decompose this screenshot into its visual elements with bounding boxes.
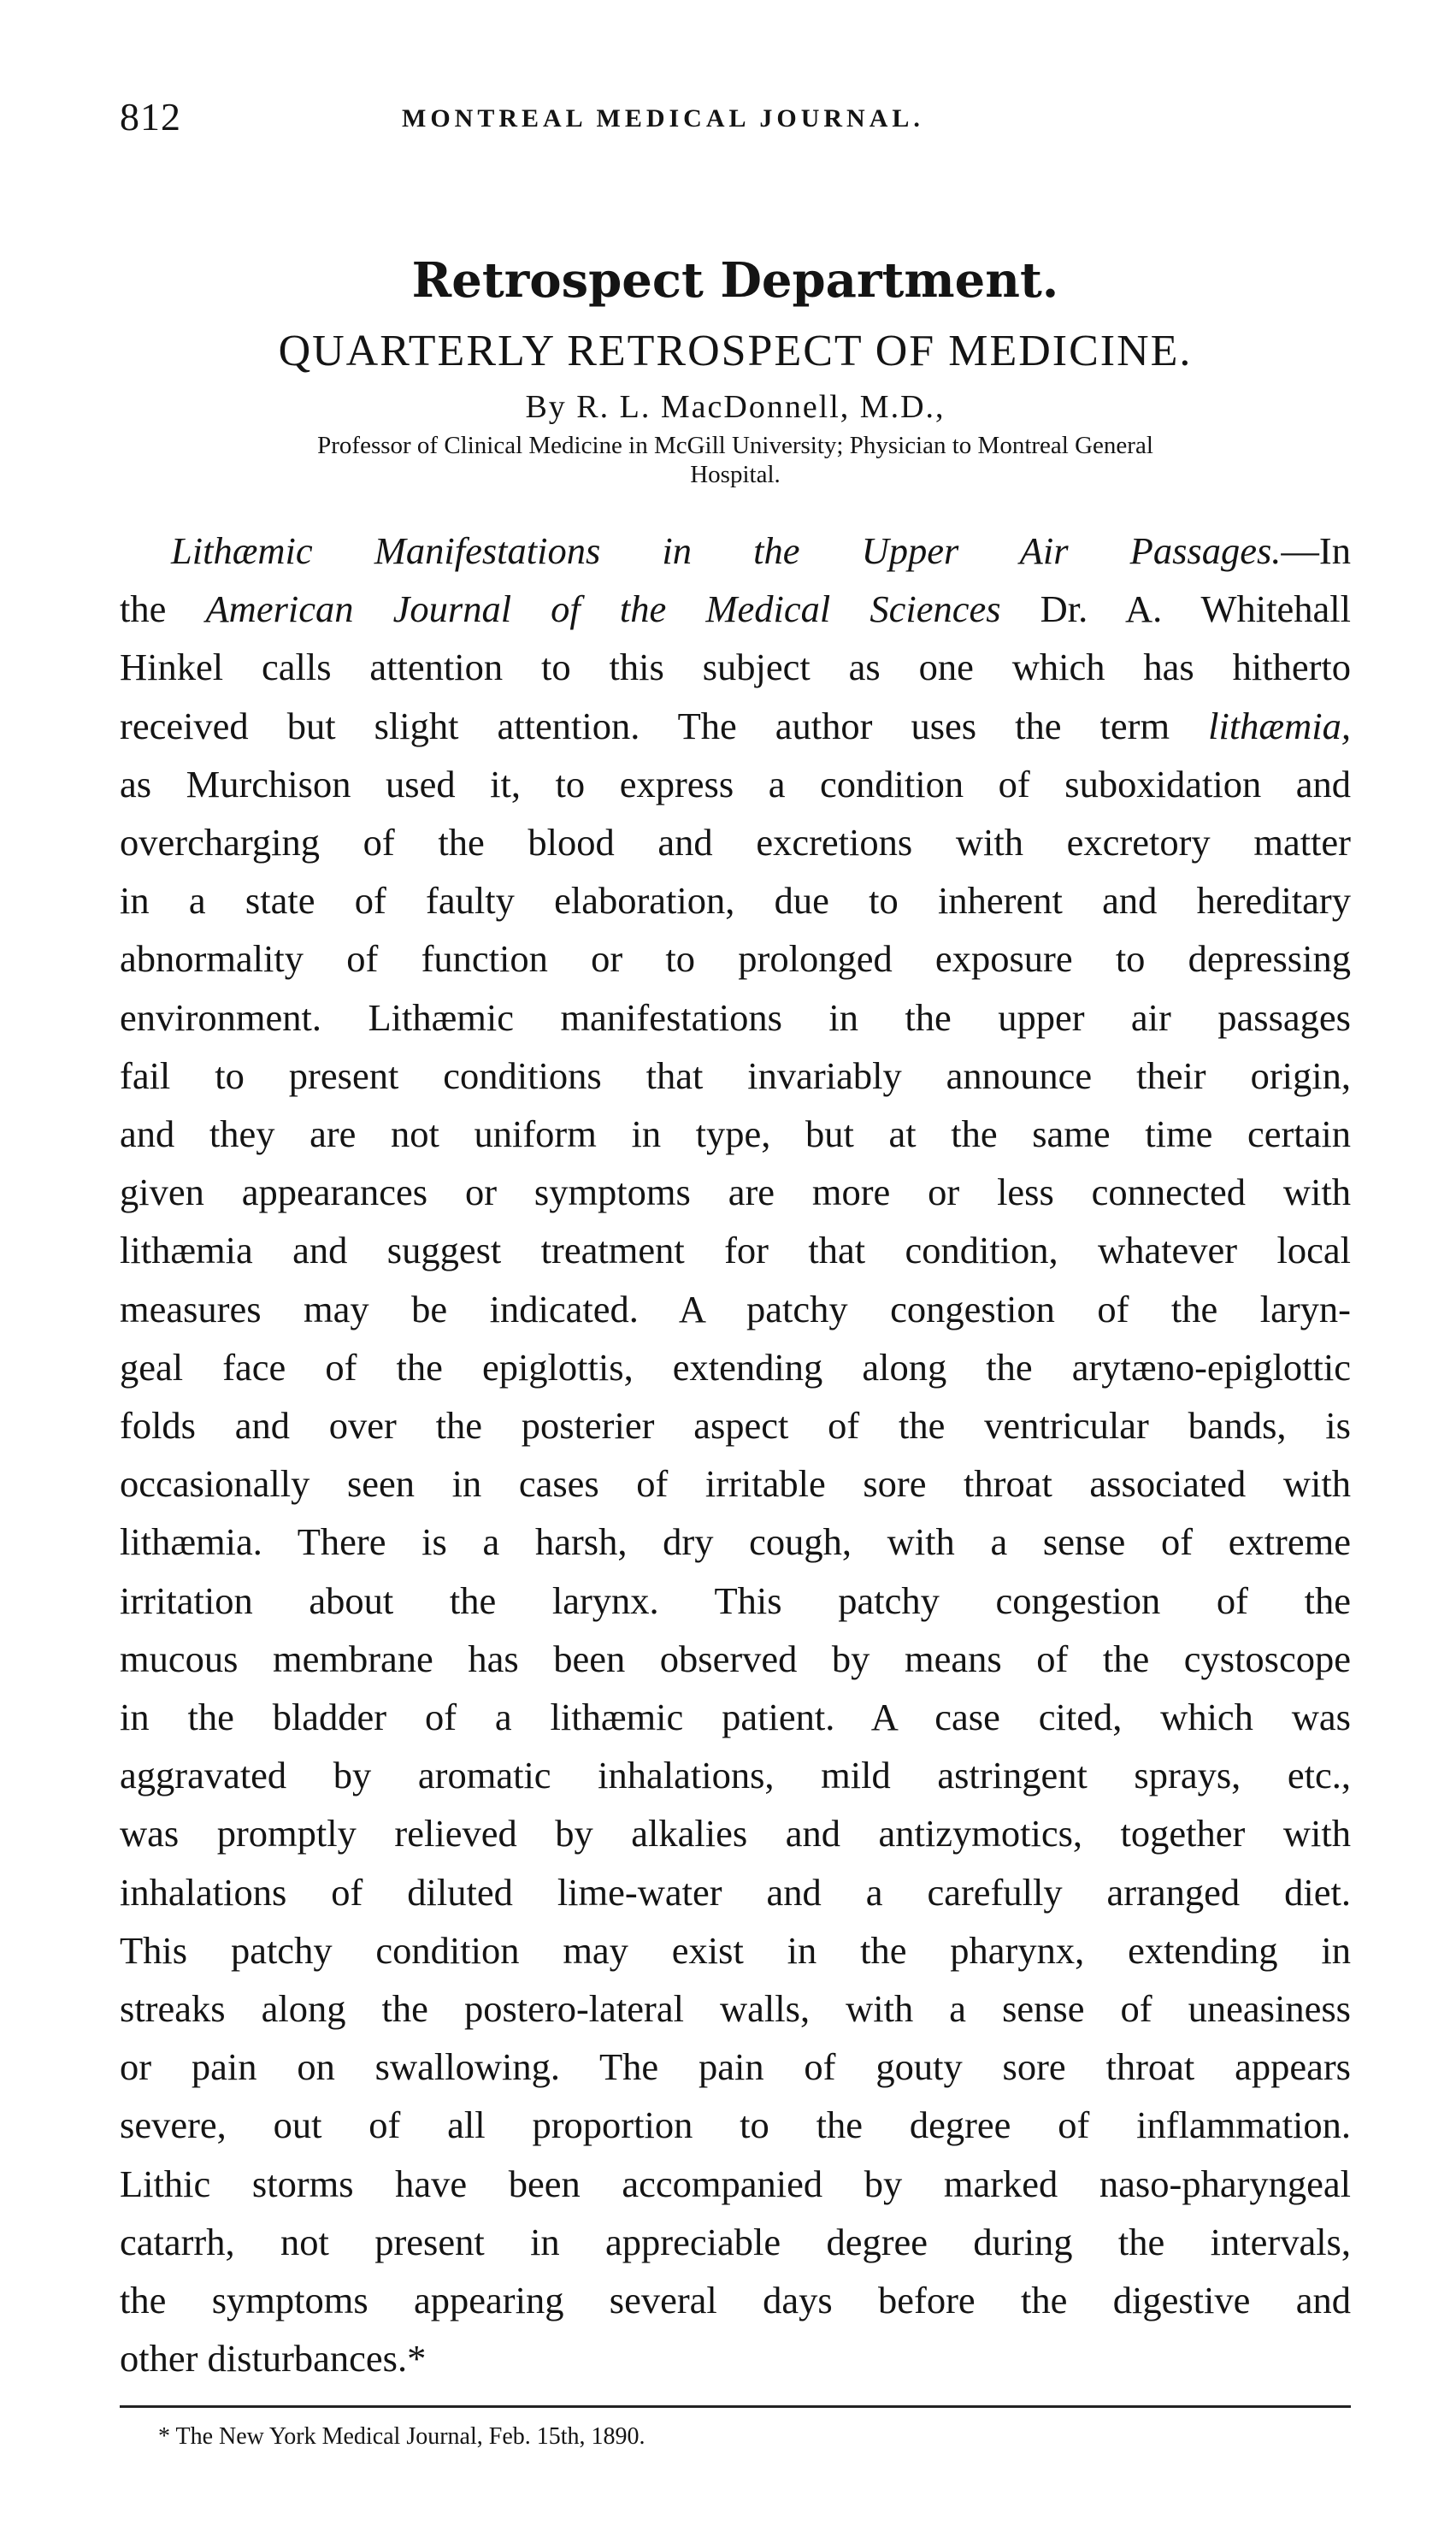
page-number: 812 xyxy=(120,95,181,139)
body-line: and they are not uniform in type, but at the same time certain xyxy=(120,1112,1351,1156)
body-line: This patchy condition may exist in the pharynx, extending in xyxy=(120,1928,1351,1972)
body-line: inhalations of diluted lime-water and a carefully arranged diet. xyxy=(120,1870,1351,1914)
article-body xyxy=(120,522,1351,2388)
footnote-rule xyxy=(120,2405,1351,2408)
body-line: in the bladder of a lithæmic patient. A case cited, which was xyxy=(120,1696,1351,1739)
body-line: Hinkel calls attention to this subject as one which has hitherto xyxy=(120,646,1351,689)
body-line: irritation about the larynx. This patchy congestion of the xyxy=(120,1578,1351,1622)
body-line: fail to present conditions that invariably announce their origin, xyxy=(120,1053,1351,1097)
journal-page xyxy=(120,94,1351,2451)
body-line: received but slight attention. The author uses the term lithæmia, xyxy=(120,704,1351,747)
article-first-line xyxy=(120,522,1351,580)
affiliation-line: Hospital. xyxy=(690,461,781,488)
article-title: Lithæmic Manifestations in the Upper Air Passages. xyxy=(171,529,1282,572)
cited-journal: American Journal of the Medical Sciences xyxy=(205,587,1001,631)
author-affiliation xyxy=(120,431,1351,489)
body-line: measures may be indicated. A patchy congestion of the laryn- xyxy=(120,1287,1351,1330)
body-line: in a state of faulty elaboration, due to inherent and hereditary xyxy=(120,879,1351,923)
body-line: occasionally seen in cases of irritable sore throat associated with xyxy=(120,1462,1351,1506)
body-line: was promptly relieved by alkalies and antizymotics, together with xyxy=(120,1812,1351,1855)
body-line: streaks along the postero-lateral walls, with a sense of uneasiness xyxy=(120,1987,1351,2031)
footnote: * The New York Medical Journal, Feb. 15th, 1890. xyxy=(158,2422,645,2450)
body-line: lithæmia and suggest treatment for that condition, whatever local xyxy=(120,1229,1351,1272)
section-title: QUARTERLY RETROSPECT OF MEDICINE. xyxy=(278,327,1193,375)
body-line: the symptoms appearing several days before the digestive and xyxy=(120,2279,1351,2322)
body-line: abnormality of function or to prolonged exposure to depressing xyxy=(120,937,1351,981)
body-line: or pain on swallowing. The pain of gouty sore throat appears xyxy=(120,2045,1351,2089)
journal-name: MONTREAL MEDICAL JOURNAL. xyxy=(402,104,924,133)
body-line: lithæmia. There is a harsh, dry cough, with a sense of extreme xyxy=(120,1520,1351,1564)
department-heading: Retrospect Department. xyxy=(411,252,1059,309)
body-line: catarrh, not present in appreciable degree during the intervals, xyxy=(120,2220,1351,2263)
body-line: mucous membrane has been observed by means of the cystoscope xyxy=(120,1637,1351,1680)
body-line: folds and over the posterier aspect of the ventricular bands, is xyxy=(120,1404,1351,1448)
body-line: geal face of the epiglottis, extending along the arytæno-epiglottic xyxy=(120,1345,1351,1389)
body-line: environment. Lithæmic manifestations in the upper air passages xyxy=(120,995,1351,1039)
running-head xyxy=(120,94,1351,145)
article-title-dash: —In xyxy=(1281,529,1351,572)
author-byline: By R. L. MacDonnell, M.D., xyxy=(525,389,946,425)
body-line: Lithic storms have been accompanied by marked naso-pharyngeal xyxy=(120,2162,1351,2205)
body-line: aggravated by aromatic inhalations, mild astringent sprays, etc., xyxy=(120,1754,1351,1797)
body-line: the American Journal of the Medical Sciences Dr. A. Whitehall xyxy=(120,587,1351,631)
affiliation-line: Professor of Clinical Medicine in McGill University; Physician to Montreal General xyxy=(317,432,1153,459)
body-line: as Murchison used it, to express a condition of suboxidation and xyxy=(120,762,1351,805)
body-line: given appearances or symptoms are more or less connected with xyxy=(120,1171,1351,1214)
body-line: overcharging of the blood and excretions with excretory matter xyxy=(120,821,1351,864)
term-lithaemia: lithæmia, xyxy=(1208,704,1351,747)
body-line: severe, out of all proportion to the degree of inflammation. xyxy=(120,2103,1351,2147)
body-last-line: other disturbances.* xyxy=(120,2337,427,2380)
